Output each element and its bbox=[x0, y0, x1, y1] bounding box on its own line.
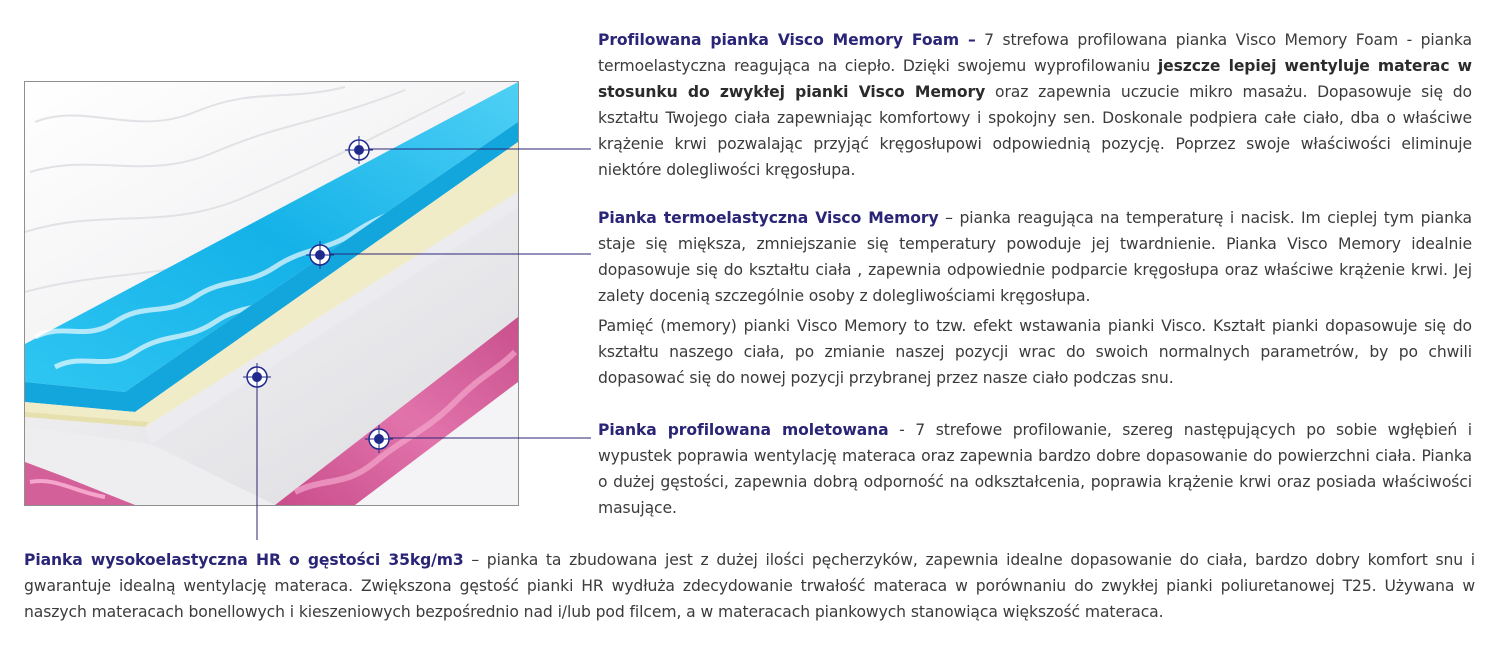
visco-profiled-text-a: 7 strefowa profilowana pianka Visco Memory Foam - pianka termoelastyczna reagująca na ciepło. Dzięki swojemu wyprofilowaniu bbox=[598, 31, 1472, 75]
visco-profiled-text-b: oraz zapewnia uczucie mikro masażu. Dopasowuje się do kształtu Twojego ciała zapewniając komfortowy i spokojny sen. Doskonale podpiera całe ciało, dba o właściwe krążenie krwi pozwalając przyjąć kręgosłupowi odpowiednią pozycję. Poprzez swoje właściwości eliminuje niektóre dolegliwości kręgosłupa. bbox=[598, 83, 1472, 179]
visco-profiled-description bbox=[598, 27, 1472, 183]
moletowana-text: - 7 strefowe profilowanie, szereg następujących po sobie wgłębień i wypustek poprawia wentylację materaca oraz zapewnia bardzo dobre dopasowanie do powierzchni ciała. Pianka o dużej gęstości, zapewnia dobrą odporność na odkształcenia, poprawia krążenie krwi oraz posiada właściwości masujące. bbox=[598, 421, 1472, 517]
hr-foam-text: – pianka ta zbudowana jest z dużej ilości pęcherzyków, zapewnia idealne dopasowanie do ciała, bardzo dobry komfort snu i gwarantuje idealną wentylację materaca. Zwiększona gęstość pianki HR wydłuża zdecydowanie trwałość materaca w porównaniu do zwykłej pianki poliuretanowej T25. Używana w naszych materacach bonellowych i kieszeniowych bezpośrednio nad i/lub pod filcem, a w materacach piankowych stanowiąca większość materaca. bbox=[24, 551, 1475, 621]
moletowana-description bbox=[598, 417, 1472, 521]
moletowana-title: Pianka profilowana moletowana bbox=[598, 421, 889, 439]
visco-profiled-text-bold: jeszcze lepiej wentyluje materac w stosunku do zwykłej pianki Visco Memory bbox=[598, 57, 1472, 101]
mattress-layers-illustration bbox=[24, 81, 519, 506]
visco-memory-description bbox=[598, 205, 1472, 309]
visco-memory-text: – pianka reagująca na temperaturę i nacisk. Im cieplej tym pianka staje się miększa, zmniejszanie się temperatury powoduje jej twardnienie. Pianka Visco Memory idealnie dopasowuje się do kształtu ciała , zapewnia odpowiednie podparcie kręgosłupa oraz właściwe krążenie krwi. Jej zalety docenią szczególnie osoby z dolegliwościami kręgosłupa. bbox=[598, 209, 1472, 305]
hr-foam-title: Pianka wysokoelastyczna HR o gęstości 35kg/m3 bbox=[24, 551, 464, 569]
mattress-layers-drawing bbox=[25, 82, 518, 505]
visco-memory-title: Pianka termoelastyczna Visco Memory bbox=[598, 209, 939, 227]
memory-effect-description bbox=[598, 313, 1472, 391]
memory-effect-text: Pamięć (memory) pianki Visco Memory to tzw. efekt wstawania pianki Visco. Kształt pianki dopasowuje się do kształtu naszego ciała, po zmianie naszej pozycji wrac do swoich normalnych parametrów, by po chwili dopasować się do nowej pozycji przybranej przez nasze ciało podczas snu. bbox=[598, 317, 1472, 387]
visco-profiled-title: Profilowana pianka Visco Memory Foam – bbox=[598, 31, 976, 49]
hr-foam-description bbox=[24, 547, 1475, 625]
